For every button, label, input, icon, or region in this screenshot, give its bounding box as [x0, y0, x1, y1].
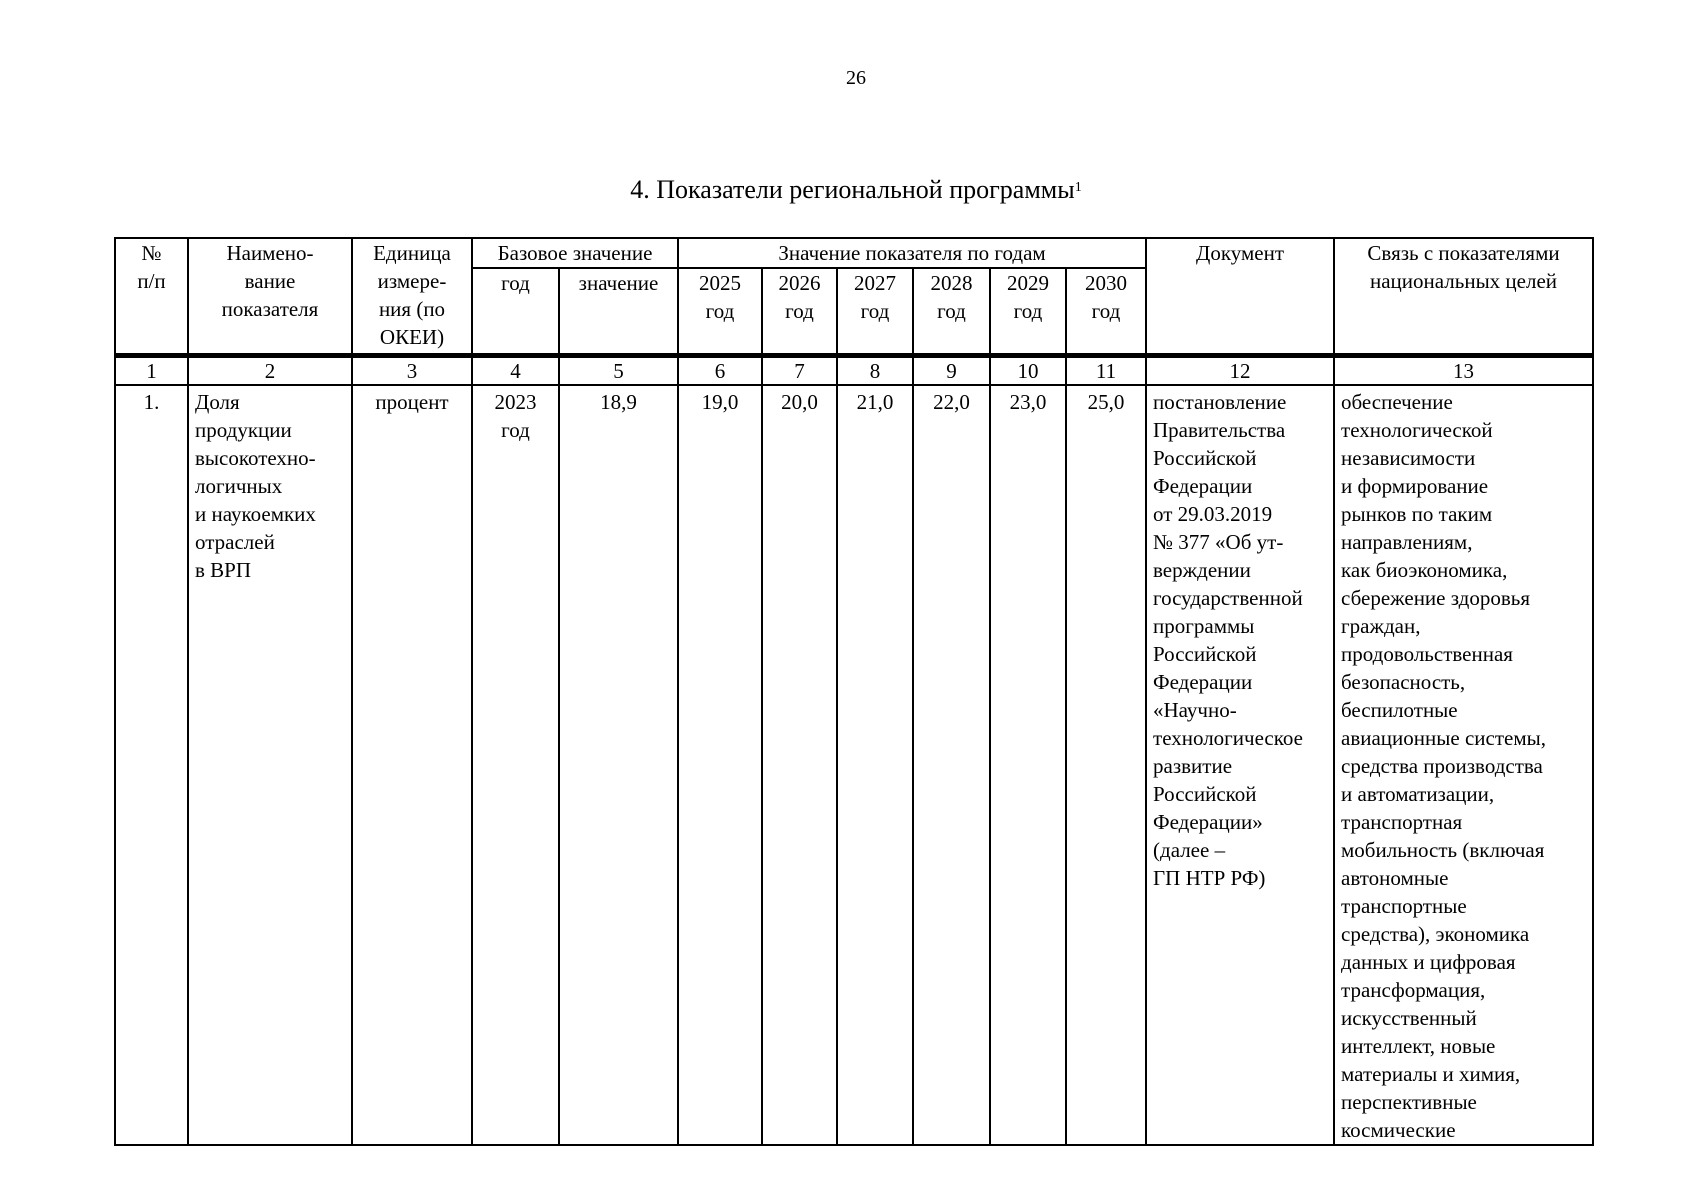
row-document: постановление Правительства Российской Федерации от 29.03.2019 № 377 «Об ут- верждении государственной программы Российской Федерации «Научно- технологическое развитие Российской Федерации» (далее – ГП НТР РФ) [1146, 385, 1334, 1145]
header-base-group: Базовое значение [472, 238, 678, 268]
column-number: 6 [678, 356, 762, 386]
section-title-text: 4. Показатели региональной программы [630, 175, 1075, 204]
header-year-2027: 2027 год [837, 268, 913, 356]
header-num: № п/п [115, 238, 188, 356]
row-value-2029: 23,0 [990, 385, 1066, 1145]
header-base-year: год [472, 268, 559, 356]
header-year-2029: 2029 год [990, 268, 1066, 356]
indicators-table [114, 237, 1594, 1146]
footnote-mark: 1 [1074, 180, 1082, 195]
column-number: 1 [115, 356, 188, 386]
column-number: 2 [188, 356, 352, 386]
row-base-value: 18,9 [559, 385, 678, 1145]
page-number: 26 [846, 67, 866, 89]
table-row [115, 385, 1593, 1145]
header-name: Наимено- вание показателя [188, 238, 352, 356]
header-year-2026: 2026 год [762, 268, 837, 356]
row-base-year: 2023 год [472, 385, 559, 1145]
column-number: 13 [1334, 356, 1593, 386]
header-year-2030: 2030 год [1066, 268, 1146, 356]
row-value-2025: 19,0 [678, 385, 762, 1145]
header-link: Связь с показателями национальных целей [1334, 238, 1593, 356]
column-number: 7 [762, 356, 837, 386]
row-num: 1. [115, 385, 188, 1145]
column-number: 8 [837, 356, 913, 386]
column-number: 10 [990, 356, 1066, 386]
row-value-2026: 20,0 [762, 385, 837, 1145]
header-unit: Единица измере- ния (по ОКЕИ) [352, 238, 472, 356]
row-value-2028: 22,0 [913, 385, 990, 1145]
row-unit: процент [352, 385, 472, 1145]
section-title [0, 174, 1698, 206]
column-number: 5 [559, 356, 678, 386]
header-base-value: значение [559, 268, 678, 356]
header-row-1 [115, 238, 1593, 268]
row-value-2030: 25,0 [1066, 385, 1146, 1145]
row-indicator-name: Доля продукции высокотехно- логичных и наукоемких отраслей в ВРП [188, 385, 352, 1145]
column-number: 12 [1146, 356, 1334, 386]
row-national-goals-link: обеспечение технологической независимости и формирование рынков по таким направлениям, как биоэкономика, сбережение здоровья граждан, продовольственная безопасность, беспилотные авиационные системы, средства производства и автоматизации, транспортная мобильность (включая автономные транспортные средства), экономика данных и цифровая трансформация, искусственный интеллект, новые материалы и химия, перспективные космические [1334, 385, 1593, 1145]
header-document: Документ [1146, 238, 1334, 356]
header-years-group: Значение показателя по годам [678, 238, 1146, 268]
column-number: 4 [472, 356, 559, 386]
header-year-2028: 2028 год [913, 268, 990, 356]
column-number: 9 [913, 356, 990, 386]
header-year-2025: 2025 год [678, 268, 762, 356]
row-value-2027: 21,0 [837, 385, 913, 1145]
column-number-row [115, 356, 1593, 386]
column-number: 11 [1066, 356, 1146, 386]
column-number: 3 [352, 356, 472, 386]
